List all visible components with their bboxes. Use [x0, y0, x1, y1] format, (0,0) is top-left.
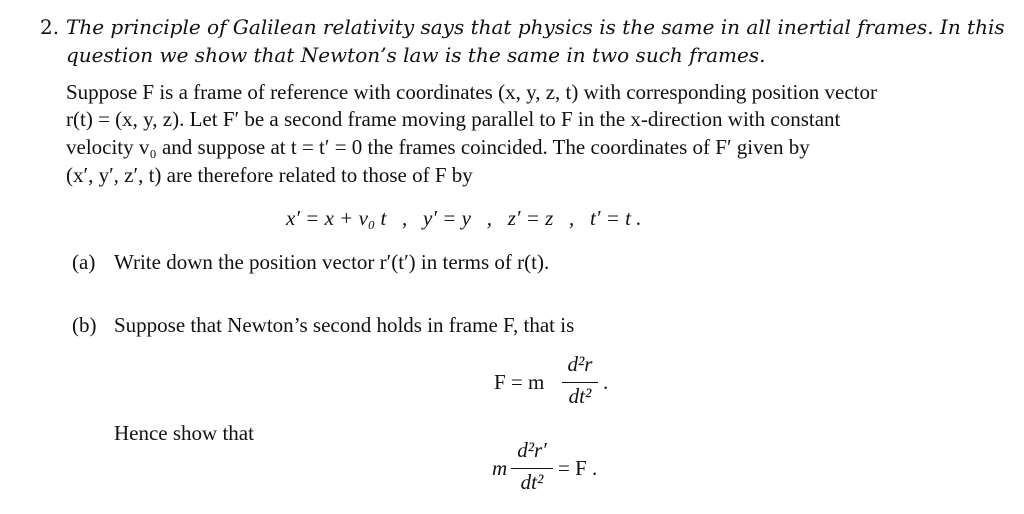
- problem-intro-line-2: question we show that Newton’s law is the same in two such frames.: [66, 43, 766, 67]
- problem-number: 2.: [40, 15, 60, 39]
- problem-intro-line-1: The principle of Galilean relativity says that physics is the same in all inertial frames. In this: [66, 15, 1005, 39]
- newton-eq-numerator: d²r: [567, 352, 593, 376]
- paragraph-line-3: velocity v₀ and suppose at t = t′ = 0 the frames coincided. The coordinates of F′ given by: [66, 135, 810, 159]
- newton-eq-lhs: [494, 370, 544, 395]
- target-eq-fraction-bar: [511, 468, 553, 469]
- paragraph-line-1: Suppose F is a frame of reference with coordinates (x, y, z, t) with corresponding position vector: [66, 80, 877, 104]
- transformation-equation: x′ = x + v₀ t , y′ = y , z′ = z , t′ = t .: [286, 206, 642, 230]
- newton-eq-denominator: dt²: [568, 384, 592, 408]
- part-b-text: Suppose that Newton’s second holds in frame F, that is: [114, 313, 575, 337]
- target-eq-denominator: dt²: [520, 470, 544, 494]
- target-eq-numerator: d²r′: [517, 438, 547, 462]
- target-eq-fraction: [509, 438, 555, 498]
- part-a-text: Write down the position vector r′(t′) in terms of r(t).: [114, 250, 550, 274]
- hence-text: Hence show that: [114, 421, 254, 445]
- target-eq-mass: m: [492, 456, 508, 480]
- paragraph-line-2: r(t) = (x, y, z). Let F′ be a second frame moving parallel to F in the x-direction with constant: [66, 107, 841, 131]
- newton-eq-fraction: [560, 352, 600, 412]
- newton-eq-period: .: [603, 370, 609, 394]
- part-b-label: (b): [72, 313, 97, 337]
- newton-eq-fraction-bar: [562, 382, 598, 383]
- paragraph-line-4: (x′, y′, z′, t) are therefore related to those of F by: [66, 163, 473, 187]
- part-a-label: (a): [72, 250, 96, 274]
- target-eq-rhs: = F .: [558, 456, 598, 480]
- newton-eq-lhs-text: F = m: [494, 370, 545, 394]
